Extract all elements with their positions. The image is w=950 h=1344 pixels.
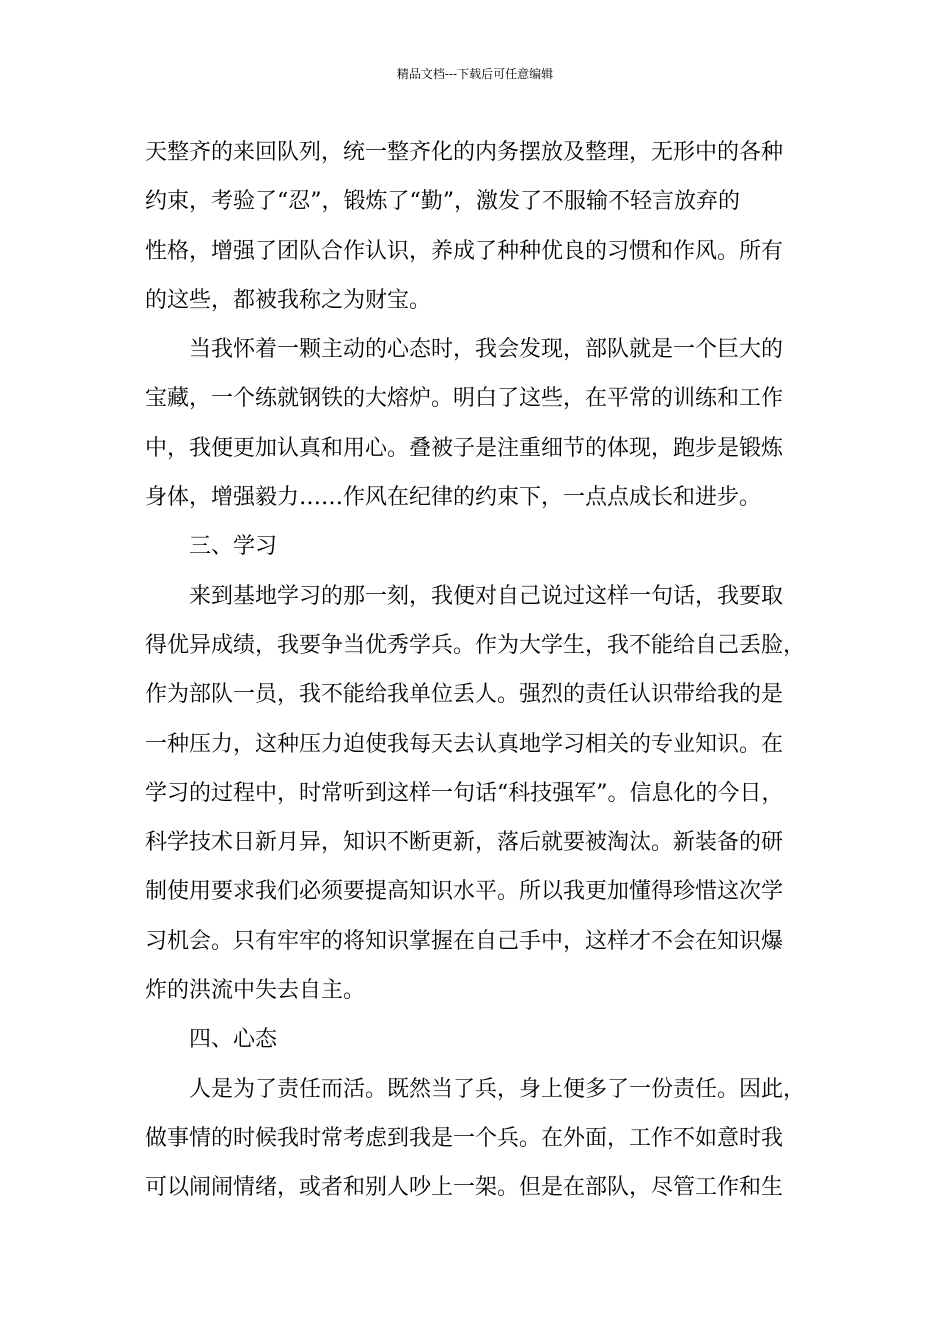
text-line: 得优异成绩，我要争当优秀学兵。作为大学生，我不能给自己丢脸， (145, 632, 806, 658)
text-line: 可以闹闹情绪，或者和别人吵上一架。但是在部队，尽管工作和生 (145, 1175, 784, 1201)
text-line: 身体，增强毅力……作风在纪律的约束下，一点点成长和进步。 (145, 485, 762, 511)
text-line: 来到基地学习的那一刻，我便对自己说过这样一句话，我要取 (189, 583, 784, 609)
text-line: 人是为了责任而活。既然当了兵，身上便多了一份责任。因此， (189, 1076, 806, 1102)
text-line: 性格，增强了团队合作认识，养成了种种优良的习惯和作风。所有 (145, 238, 784, 264)
text-line: 四、心态 (189, 1027, 278, 1053)
text-line: 学习的过程中，时常听到这样一句话“科技强军”。信息化的今日， (145, 780, 784, 806)
text-line: 约束，考验了“忍”，锻炼了“勤”，激发了不服输不轻言放弃的 (145, 189, 740, 215)
text-line: 中，我便更加认真和用心。叠被子是注重细节的体现，跑步是锻炼 (145, 435, 784, 461)
text-line: 作为部队一员，我不能给我单位丢人。强烈的责任认识带给我的是 (145, 682, 784, 708)
document-body (145, 128, 821, 1213)
text-line: 天整齐的来回队列，统一整齐化的内务摆放及整理，无形中的各种 (145, 140, 784, 165)
text-line: 制使用要求我们必须要提高知识水平。所以我更加懂得珍惜这次学 (145, 879, 784, 905)
text-line: 科学技术日新月异，知识不断更新，落后就要被淘汰。新装备的研 (145, 830, 784, 856)
text-line: 做事情的时候我时常考虑到我是一个兵。在外面，工作不如意时我 (145, 1125, 784, 1151)
text-line: 习机会。只有牢牢的将知识掌握在自己手中，这样才不会在知识爆 (145, 928, 784, 954)
text-line: 的这些，都被我称之为财宝。 (145, 287, 432, 313)
page-header: 精品文档---下载后可任意编辑 (396, 67, 554, 81)
text-line: 三、学习 (189, 534, 278, 560)
text-line: 炸的洪流中失去自主。 (145, 978, 366, 1004)
text-line: 宝藏，一个练就钢铁的大熔炉。明白了这些，在平常的训练和工作 (145, 386, 784, 412)
text-line: 当我怀着一颗主动的心态时，我会发现，部队就是一个巨大的 (189, 337, 784, 363)
text-line: 一种压力，这种压力迫使我每天去认真地学习相关的专业知识。在 (145, 731, 784, 757)
